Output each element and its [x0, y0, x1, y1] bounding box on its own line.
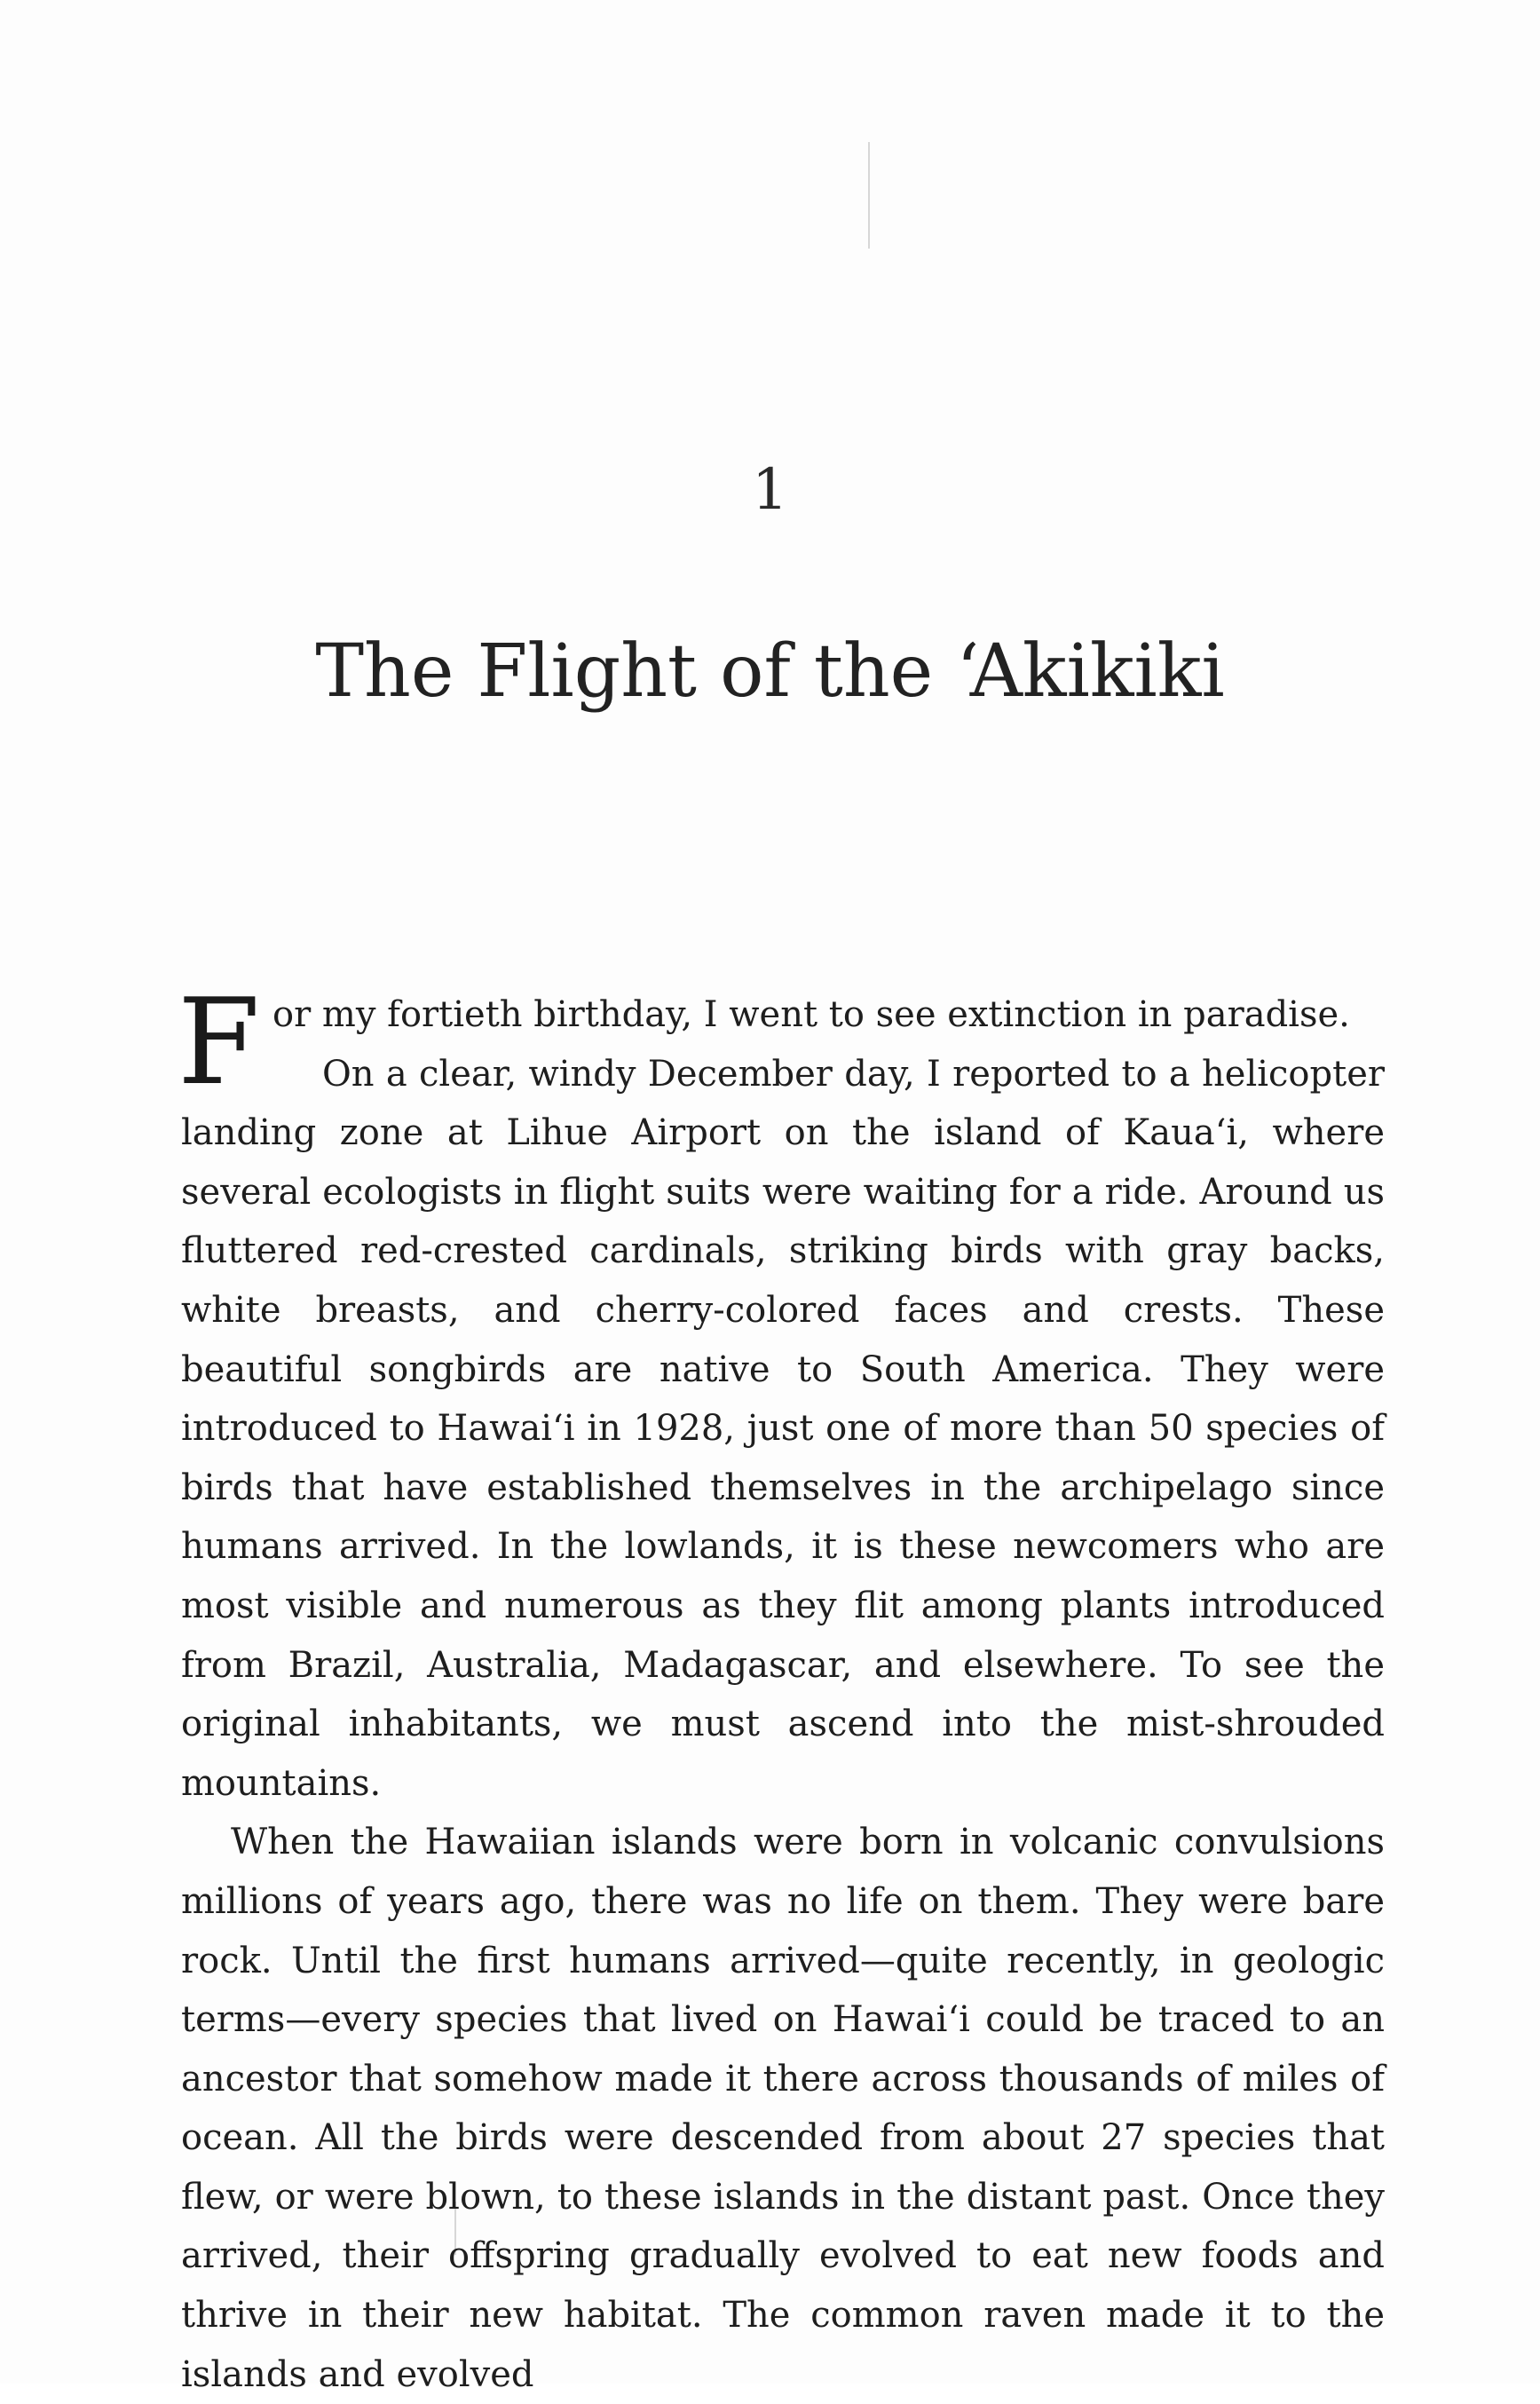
paragraph: On a clear, windy December day, I reported to a helicopter landing zone at Lihue Airport on the island of Kaua‘i, where several ecologists in flight suits were waiting for a ride. Around us fluttered red-crested cardinals, striking birds with gray backs, white breasts, and cherry-colored faces and crests. These beautiful songbirds are native to South America. They were introduced to Hawai‘i in 1928, just one of more than 50 species of birds that have established themselves in the archipelago since humans arrived. In the lowlands, it is these newcomers who are most visible and numerous as they flit among plants introduced from Brazil, Australia, Madagascar, and elsewhere. To see the original inhabitants, we must ascend into the mist-shrouded mountains.: [181, 1053, 1385, 1804]
chapter-title: The Flight of the ‘Akikiki: [315, 629, 1225, 714]
drop-cap: F: [178, 973, 260, 1111]
paragraph-text: or my fortieth birthday, I went to see extinction in paradise.: [272, 994, 1350, 1035]
paragraph-opening: [178, 973, 1385, 1111]
paragraph: When the Hawaiian islands were born in volcanic convulsions millions of years ago, there was no life on them. They were bare rock. Until the first humans arrived—quite recently, in geologic terms—every species that lived on Hawai‘i could be traced to an ancestor that somehow made it there across thousands of miles of ocean. All the birds were descended from about 27 species that flew, or were blown, to these islands in the distant past. Once they arrived, their offspring gradually evolved to eat new foods and thrive in their new habitat. The common raven made it to the islands and evolved: [181, 1822, 1385, 2395]
chapter-body: [178, 973, 1385, 2404]
chapter-number: 1: [752, 457, 788, 523]
scan-artifact-line: [868, 142, 870, 249]
